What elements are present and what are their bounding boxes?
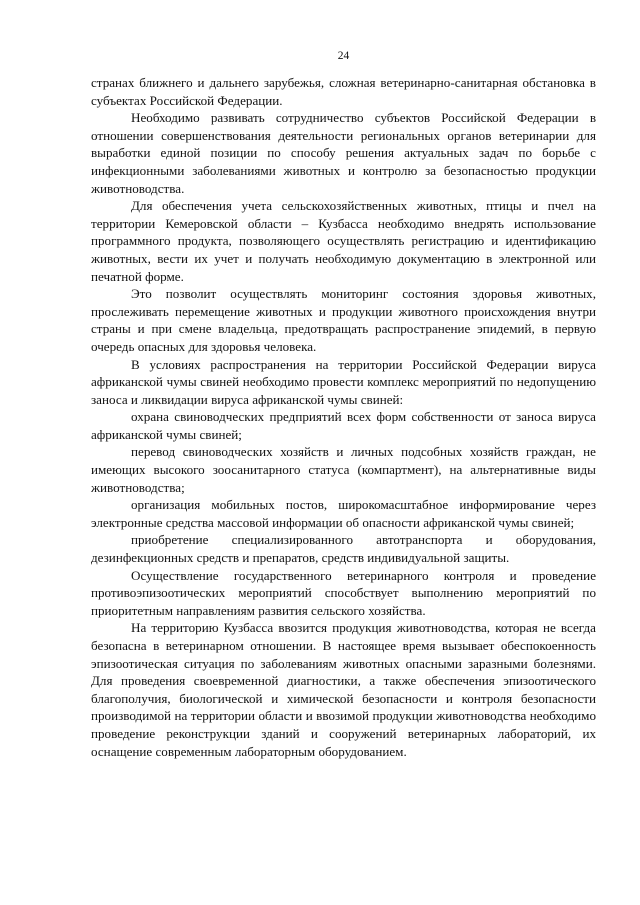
list-item: организация мобильных постов, широкомасштабное информирование через электронные средства массовой информации об опасности африканской чумы свиней;: [91, 497, 596, 530]
paragraph: Необходимо развивать сотрудничество субъектов Российской Федерации в отношении совершенствования деятельности региональных органов ветеринарии для выработки единой позиции по способу решения актуальных задач по борьбе с инфекционными заболеваниями животных и контролю за безопасностью продукции животноводства.: [91, 110, 596, 196]
document-body: [91, 74, 596, 760]
paragraph: Осуществление государственного ветеринарного контроля и проведение противоэпизоотических мероприятий способствует выполнению мероприятий по приоритетным направлениям развития сельского хозяйства.: [91, 567, 596, 618]
page-number: 24: [337, 50, 350, 62]
paragraph: В условиях распространения на территории Российской Федерации вируса африканской чумы свиней необходимо провести комплекс мероприятий по недопущению заноса и ликвидации вируса африканской чумы свиней:: [91, 356, 596, 407]
list-item: приобретение специализированного автотранспорта и оборудования, дезинфекционных средств и препаратов, средств индивидуальной защиты.: [91, 532, 596, 566]
document-page: [91, 48, 596, 760]
paragraph: Для обеспечения учета сельскохозяйственных животных, птицы и пчел на территории Кемеровской области – Кузбасса необходимо внедрять использование программного продукта, позволяющего осуществлять регистрацию и идентификацию животных, вести их учет и получать необходимую документацию в электронной или печатной форме.: [91, 198, 596, 284]
paragraph: странах ближнего и дальнего зарубежья, сложная ветеринарно-санитарная обстановка в субъектах Российской Федерации.: [91, 75, 596, 108]
list-item: перевод свиноводческих хозяйств и личных подсобных хозяйств граждан, не имеющих высокого зоосанитарного статуса (компартмент), на альтернативные виды животноводства;: [91, 444, 596, 495]
paragraph: Это позволит осуществлять мониторинг состояния здоровья животных, прослеживать перемещение животных и продукции животного происхождения внутри страны и при смене владельца, предотвращать распространение эпидемий, в первую очередь опасных для здоровья человека.: [91, 286, 596, 354]
list-item: охрана свиноводческих предприятий всех форм собственности от заноса вируса африканской чумы свиней;: [91, 409, 596, 442]
paragraph: На территорию Кузбасса ввозится продукция животноводства, которая не всегда безопасна в ветеринарном отношении. В настоящее время вызывает обеспокоенность эпизоотическая ситуация по заболеваниям животных опасными заразными болезнями. Для проведения своевременной диагностики, а также обеспечения эпизоотического благополучия, биологической и химической безопасности и контроля безопасности производимой на территории области и ввозимой продукции животноводства необходимо проведение реконструкции зданий и сооружений ветеринарных лабораторий, их оснащение современным лабораторным оборудованием.: [91, 620, 596, 759]
